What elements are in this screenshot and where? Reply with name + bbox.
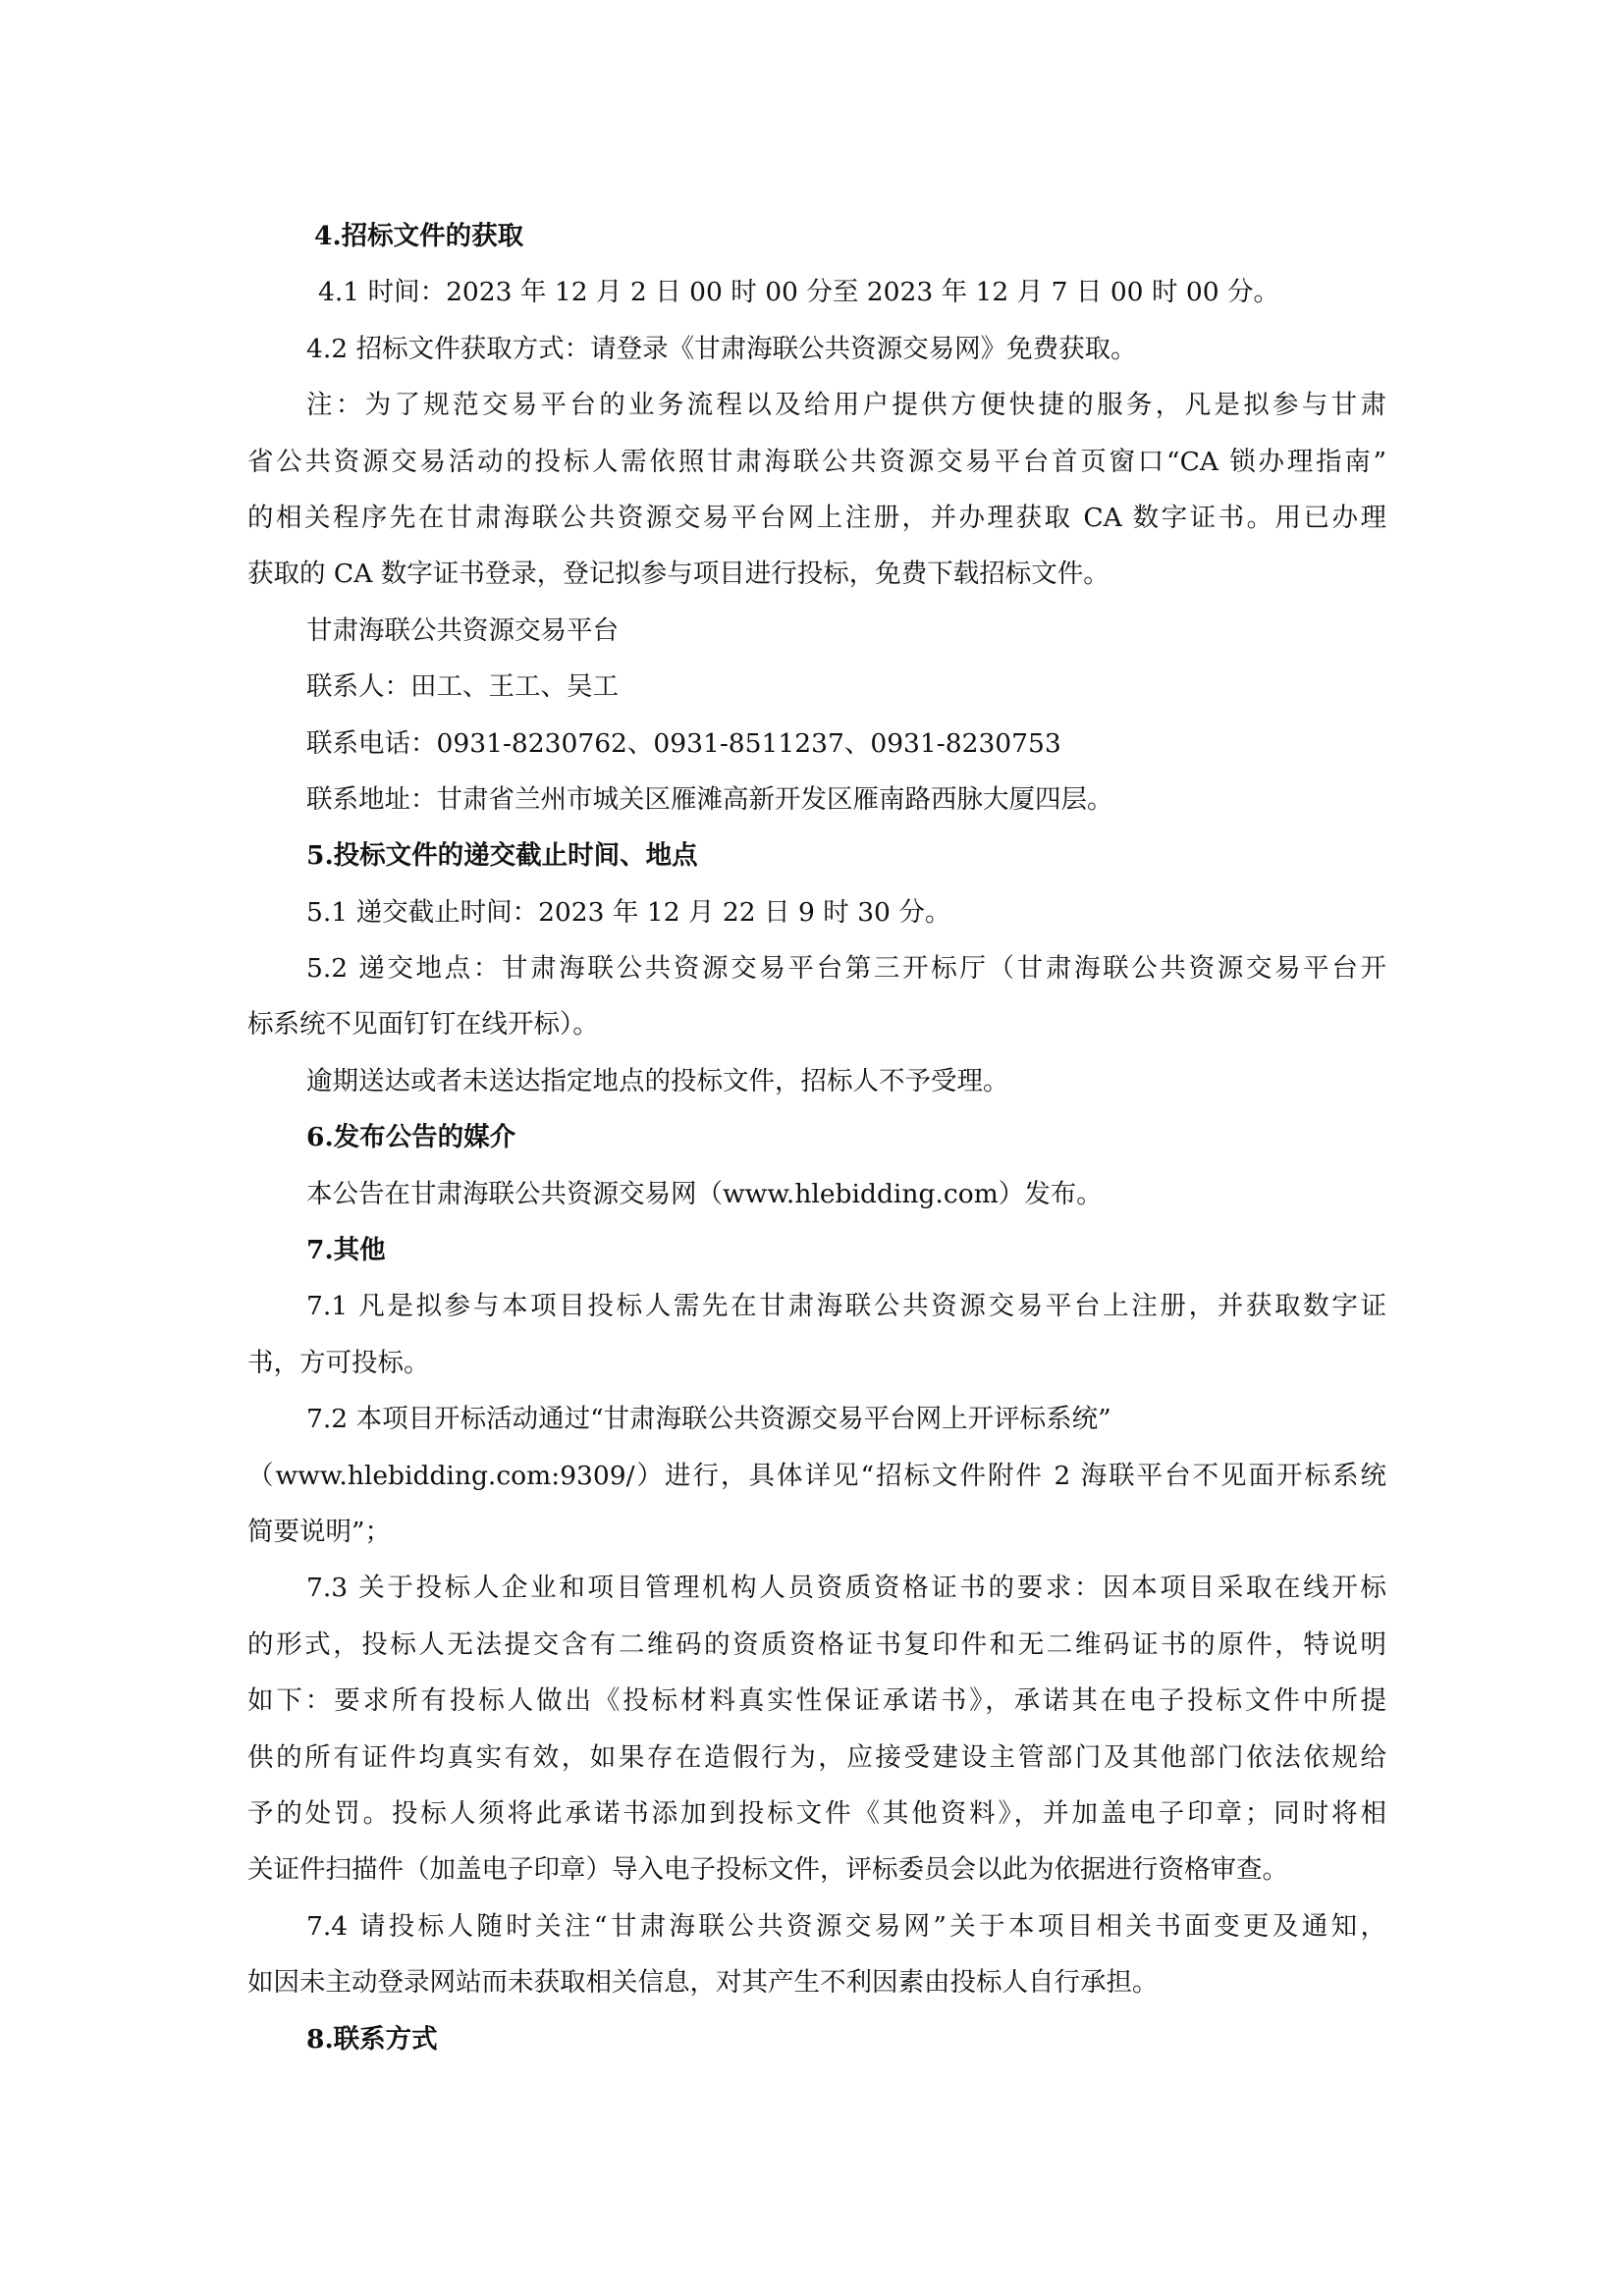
contact-persons: 联系人：田工、王工、吴工 xyxy=(306,671,619,703)
section-6-heading: 6.发布公告的媒介 xyxy=(306,1122,516,1153)
section-4-2-method: 4.2 招标文件获取方式：请登录《甘肃海联公共资源交易网》免费获取。 xyxy=(306,333,1137,364)
section-7-1-line: 书，方可投标。 xyxy=(247,1347,430,1378)
section-7-3-line: 如下：要求所有投标人做出《投标材料真实性保证承诺书》，承诺其在电子投标文件中所提 xyxy=(247,1685,1386,1717)
section-7-1-line: 7.1 凡是拟参与本项目投标人需先在甘肃海联公共资源交易平台上注册，并获取数字证 xyxy=(306,1291,1386,1322)
section-7-3-line: 7.3 关于投标人企业和项目管理机构人员资质资格证书的要求：因本项目采取在线开标 xyxy=(306,1573,1386,1604)
section-4-1-time: 4.1 时间：2023 年 12 月 2 日 00 时 00 分至 2023 年 12 月 7 日 00 时 00 分。 xyxy=(318,277,1280,308)
section-5-2-place-line: 标系统不见面钉钉在线开标）。 xyxy=(247,1009,599,1041)
section-7-heading: 7.其他 xyxy=(306,1235,386,1266)
section-7-4-line: 7.4 请投标人随时关注“甘肃海联公共资源交易网”关于本项目相关书面变更及通知， xyxy=(306,1910,1386,1942)
contact-phones: 联系电话：0931-8230762、0931-8511237、0931-8230753 xyxy=(306,727,1061,759)
section-4-heading: 4.招标文件的获取 xyxy=(314,221,524,251)
contact-address: 联系地址：甘肃省兰州市城关区雁滩高新开发区雁南路西脉大厦四层。 xyxy=(306,783,1113,815)
section-4-note-line: 获取的 CA 数字证书登录，登记拟参与项目进行投标，免费下载招标文件。 xyxy=(247,559,1110,590)
section-7-3-line: 供的所有证件均真实有效，如果存在造假行为，应接受建设主管部门及其他部门依法依规给 xyxy=(247,1741,1386,1773)
section-7-3-line: 关证件扫描件（加盖电子印章）导入电子投标文件，评标委员会以此为依据进行资格审查。 xyxy=(247,1854,1288,1886)
section-7-3-line: 的形式，投标人无法提交含有二维码的资质资格证书复印件和无二维码证书的原件，特说明 xyxy=(247,1629,1386,1660)
section-5-2-place-line: 5.2 递交地点：甘肃海联公共资源交易平台第三开标厅（甘肃海联公共资源交易平台开 xyxy=(306,953,1386,985)
section-5-late-notice: 逾期送达或者未送达指定地点的投标文件，招标人不予受理。 xyxy=(306,1065,1009,1096)
section-4-note-line: 省公共资源交易活动的投标人需依照甘肃海联公共资源交易平台首页窗口“CA 锁办理指南” xyxy=(247,446,1386,477)
section-7-2-line: 7.2 本项目开标活动通过“甘肃海联公共资源交易平台网上开评标系统” xyxy=(306,1404,1111,1435)
section-7-4-line: 如因未主动登录网站而未获取相关信息，对其产生不利因素由投标人自行承担。 xyxy=(247,1967,1159,1999)
section-7-2-line: （www.hlebidding.com:9309/）进行，具体详见“招标文件附件 2 海联平台不见面开标系统 xyxy=(247,1460,1386,1491)
section-7-2-line: 简要说明”； xyxy=(247,1516,392,1547)
section-8-heading: 8.联系方式 xyxy=(306,2023,438,2055)
section-5-1-deadline: 5.1 递交截止时间：2023 年 12 月 22 日 9 时 30 分。 xyxy=(306,896,951,928)
document-body xyxy=(247,208,1386,2067)
section-7-3-line: 予的处罚。投标人须将此承诺书添加到投标文件《其他资料》，并加盖电子印章；同时将相 xyxy=(247,1797,1386,1829)
section-4-note-line: 注：为了规范交易平台的业务流程以及给用户提供方便快捷的服务，凡是拟参与甘肃 xyxy=(306,390,1386,421)
section-5-heading: 5.投标文件的递交截止时间、地点 xyxy=(306,840,698,872)
platform-name: 甘肃海联公共资源交易平台 xyxy=(306,614,619,646)
section-6-text: 本公告在甘肃海联公共资源交易网（www.hlebidding.com）发布。 xyxy=(306,1178,1103,1209)
section-4-note-line: 的相关程序先在甘肃海联公共资源交易平台网上注册，并办理获取 CA 数字证书。用已办理 xyxy=(247,502,1386,533)
